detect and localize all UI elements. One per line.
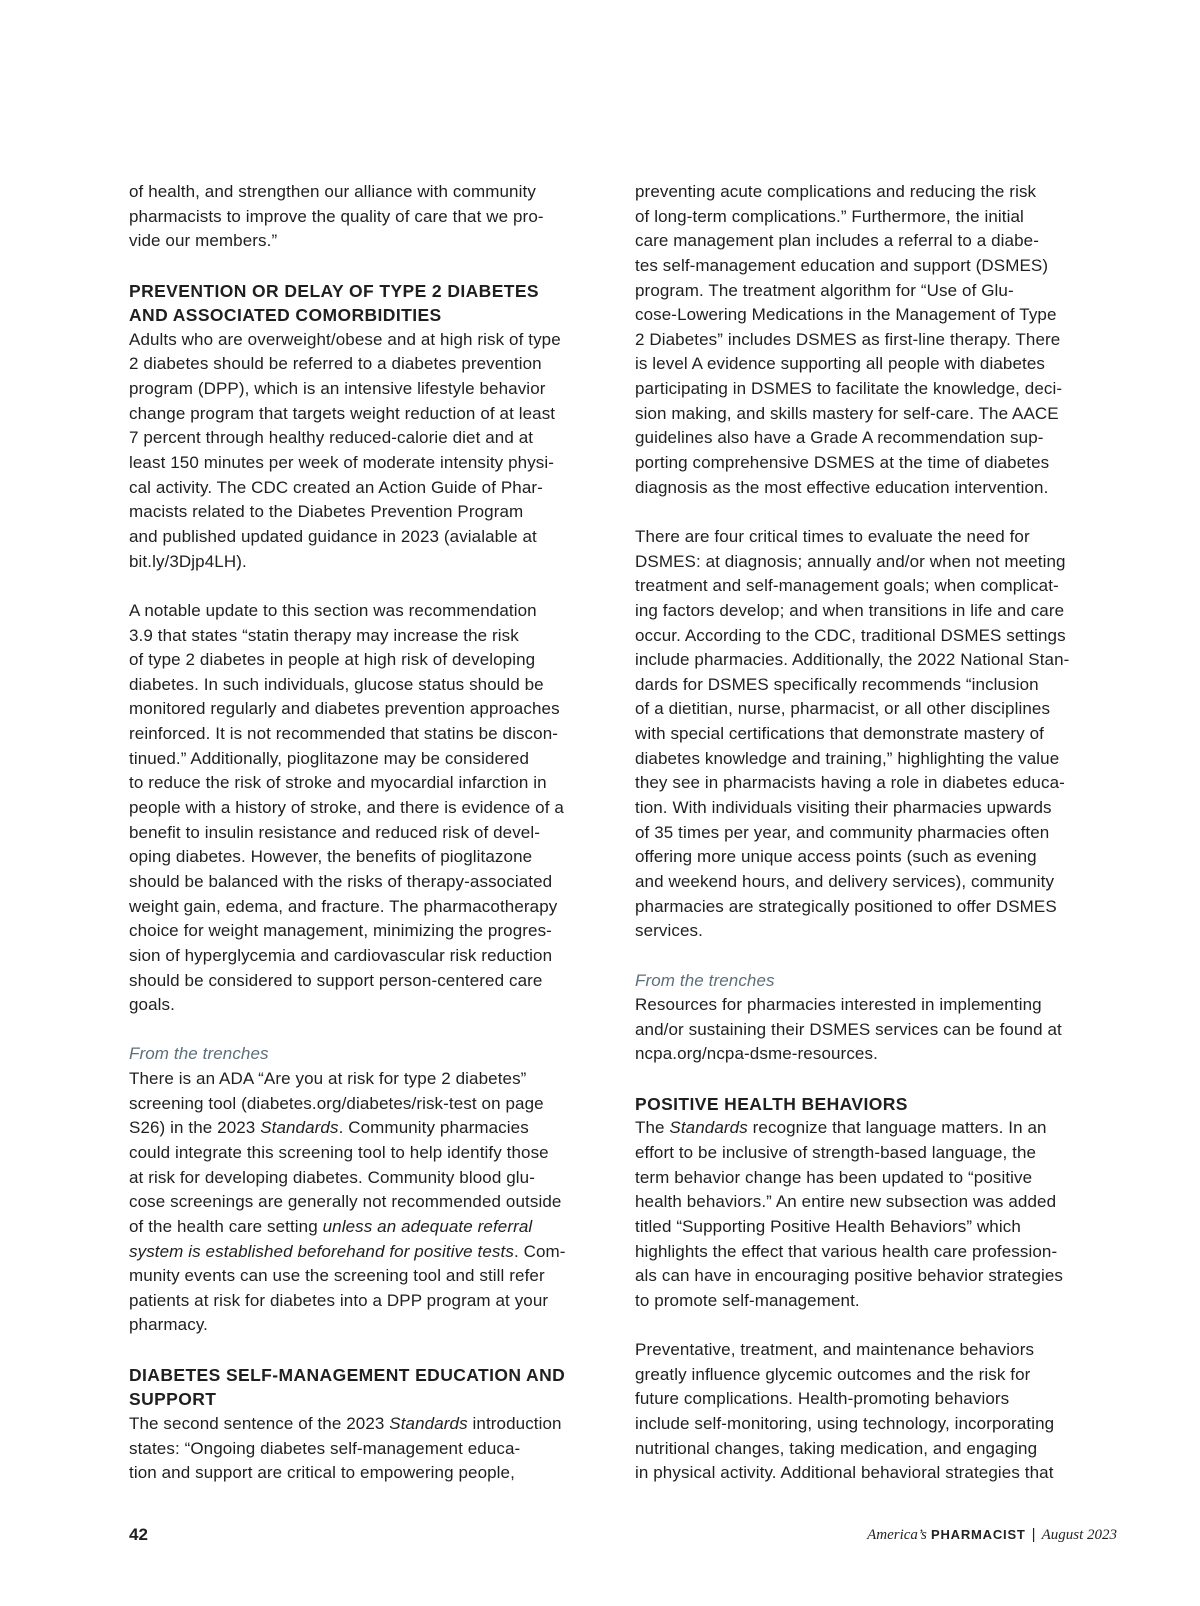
text-line: of type 2 diabetes in people at high risk of developing [129,650,536,670]
text-line: in physical activity. Additional behavioral strategies that [635,1463,1054,1483]
text-line: offering more unique access points (such as evening [635,847,1037,867]
text-line: weight gain, edema, and fracture. The pharmacotherapy [129,896,558,916]
text-line: of health, and strengthen our alliance with community [129,182,536,201]
text-line: There are four critical times to evaluate the need for [635,526,1030,546]
trenches-subhead: From the trenches [635,970,775,990]
text-line: could integrate this screening tool to help identify those [129,1142,549,1162]
dsmes-continuation [635,180,1117,944]
text-line: people with a history of stroke, and there is evidence of a [129,798,564,818]
text-line: bit.ly/3Djp4LH). [129,551,247,571]
text-line: care management plan includes a referral to a diabe- [635,231,1039,251]
text-line: greatly influence glycemic outcomes and the risk for [635,1364,1031,1384]
text-line: of a dietitian, nurse, pharmacist, or all other disciplines [635,699,1051,719]
left-column [129,180,611,1486]
text-line: pharmacy. [129,1315,209,1335]
text-line: of 35 times per year, and community pharmacies often [635,822,1050,842]
text-line: patients at risk for diabetes into a DPP program at your [129,1290,549,1310]
magazine-masthead [867,1526,1117,1544]
text-line: and weekend hours, and delivery services), community [635,871,1055,891]
text-line: tes self-management education and support (DSMES) [635,255,1049,275]
text-line: at risk for developing diabetes. Community blood glu- [129,1167,535,1187]
text-line: is level A evidence supporting all people with diabetes [635,354,1045,374]
text-line: munity events can use the screening tool and still refer [129,1266,545,1286]
emphasis-italic: system is established beforehand for positive tests [129,1241,514,1261]
text-line: cose-Lowering Medications in the Management of Type [635,305,1057,325]
text-line: monitored regularly and diabetes prevention approaches [129,699,560,719]
page-number: 42 [129,1525,148,1544]
text-line: 2 Diabetes” includes DSMES as first-line therapy. There [635,329,1061,349]
text-line: treatment and self-management goals; when complicat- [635,576,1059,596]
text-line: choice for weight management, minimizing the progres- [129,921,552,941]
standards-italic: Standards [389,1414,468,1434]
text-line: 2 diabetes should be referred to a diabetes prevention [129,354,542,374]
issue-date: August 2023 [1041,1527,1117,1543]
section-heading: DIABETES SELF-MANAGEMENT EDUCATION AND [129,1364,566,1385]
text-line: occur. According to the CDC, traditional DSMES settings [635,625,1066,645]
text-line: program. The treatment algorithm for “Use of Glu- [635,280,1014,300]
text-line: health behaviors.” An entire new subsection was added [635,1192,1057,1212]
text-line: sion making, and skills mastery for self-care. The AACE [635,403,1059,423]
text-line: and/or sustaining their DSMES services can be found at [635,1019,1062,1039]
text-line: S26) in the 2023 Standards. Community pharmacies [129,1118,529,1138]
text-line: to reduce the risk of stroke and myocardial infarction in [129,773,547,793]
text-line: states: “Ongoing diabetes self-management educa- [129,1438,521,1458]
text-line: 3.9 that states “statin therapy may increase the risk [129,625,519,645]
text-line: DSMES: at diagnosis; annually and/or when not meeting [635,551,1066,571]
text-line: tion. With individuals visiting their pharmacies upwards [635,798,1052,818]
text-line: oping diabetes. However, the benefits of pioglitazone [129,847,533,867]
text-line: of long-term complications.” Furthermore, the initial [635,206,1024,226]
text-line: diabetes. In such individuals, glucose status should be [129,674,544,694]
text-line: 7 percent through healthy reduced-calorie diet and at [129,428,534,448]
text-line: sion of hyperglycemia and cardiovascular risk reduction [129,945,553,965]
text-line: preventing acute complications and reducing the risk [635,182,1037,201]
trenches-subhead: From the trenches [129,1044,269,1064]
right-column [635,180,1117,1486]
emphasis-italic: unless an adequate referral [322,1216,533,1236]
dsmes-section [129,1363,611,1486]
masthead-prefix: America’s [867,1527,927,1543]
text-line: guidelines also have a Grade A recommendation sup- [635,428,1044,448]
section-heading: SUPPORT [129,1389,217,1410]
standards-italic: Standards [669,1118,748,1138]
text-line: The second sentence of the 2023 Standards introduction [129,1414,562,1434]
text-line: least 150 minutes per week of moderate intensity physi- [129,453,555,473]
text-line: effort to be inclusive of strength-based language, the [635,1142,1037,1162]
trenches-section [129,1042,611,1338]
text-line: diagnosis as the most effective education intervention. [635,477,1049,497]
text-line: ing factors develop; and when transitions in life and care [635,600,1065,620]
text-line: highlights the effect that various health care profession- [635,1241,1058,1261]
text-line: nutritional changes, taking medication, and engaging [635,1438,1038,1458]
text-line: include pharmacies. Additionally, the 2022 National Stan- [635,650,1070,670]
text-line: tinued.” Additionally, pioglitazone may be considered [129,748,530,768]
text-line: of the health care setting unless an adequate referral [129,1216,533,1236]
text-line: dards for DSMES specifically recommends “inclusion [635,674,1039,694]
text-line: diabetes knowledge and training,” highlighting the value [635,748,1060,768]
text-line: change program that targets weight reduction of at least [129,403,556,423]
prevention-section [129,279,611,1018]
standards-italic: Standards [260,1118,339,1138]
intro-continuation [129,180,611,254]
text-line: to promote self-management. [635,1290,860,1310]
text-line: ncpa.org/ncpa-dsme-resources. [635,1044,878,1064]
positive-behaviors-section [635,1092,1117,1486]
section-heading: PREVENTION OR DELAY OF TYPE 2 DIABETES [129,280,540,301]
text-line: cose screenings are generally not recommended outside [129,1192,562,1212]
text-line: and published updated guidance in 2023 (avialable at [129,526,537,546]
text-line: macists related to the Diabetes Prevention Program [129,502,524,522]
text-line: screening tool (diabetes.org/diabetes/risk-test on page [129,1093,544,1113]
section-heading: POSITIVE HEALTH BEHAVIORS [635,1093,908,1114]
text-line: cal activity. The CDC created an Action Guide of Phar- [129,477,543,497]
text-line: The Standards recognize that language matters. In an [635,1118,1047,1138]
text-line: A notable update to this section was recommendation [129,600,537,620]
text-line: Preventative, treatment, and maintenance behaviors [635,1340,1035,1360]
text-line: vide our members.” [129,231,278,251]
text-line: services. [635,921,703,941]
text-line: Adults who are overweight/obese and at high risk of type [129,329,561,349]
page-footer [129,1525,1117,1547]
text-line: pharmacies are strategically positioned to offer DSMES [635,896,1057,916]
text-line: program (DPP), which is an intensive lifestyle behavior [129,379,546,399]
text-line: should be considered to support person-centered care [129,970,543,990]
text-line: goals. [129,995,175,1015]
text-line: term behavior change has been updated to “positive [635,1167,1033,1187]
text-line: system is established beforehand for positive tests. Com- [129,1241,566,1261]
text-line: There is an ADA “Are you at risk for type 2 diabetes” [129,1069,527,1089]
text-line: als can have in encouraging positive behavior strategies [635,1266,1064,1286]
trenches-section [635,969,1117,1068]
text-line: pharmacists to improve the quality of care that we pro- [129,206,544,226]
text-line: Resources for pharmacies interested in implementing [635,995,1042,1015]
text-line: they see in pharmacists having a role in diabetes educa- [635,773,1065,793]
text-line: tion and support are critical to empowering people, [129,1463,515,1483]
masthead-name: PHARMACIST [931,1527,1026,1542]
text-line: reinforced. It is not recommended that statins be discon- [129,724,559,744]
text-line: include self-monitoring, using technology, incorporating [635,1414,1055,1434]
text-line: benefit to insulin resistance and reduced risk of devel- [129,822,540,842]
text-line: should be balanced with the risks of therapy-associated [129,871,553,891]
text-line: porting comprehensive DSMES at the time of diabetes [635,453,1050,473]
text-line: titled “Supporting Positive Health Behaviors” which [635,1216,1021,1236]
section-heading: AND ASSOCIATED COMORBIDITIES [129,305,442,326]
text-line: with special certifications that demonstrate mastery of [635,724,1044,744]
text-line: future complications. Health-promoting behaviors [635,1389,1010,1409]
text-line: participating in DSMES to facilitate the knowledge, deci- [635,379,1063,399]
masthead-separator: | [1031,1526,1036,1543]
